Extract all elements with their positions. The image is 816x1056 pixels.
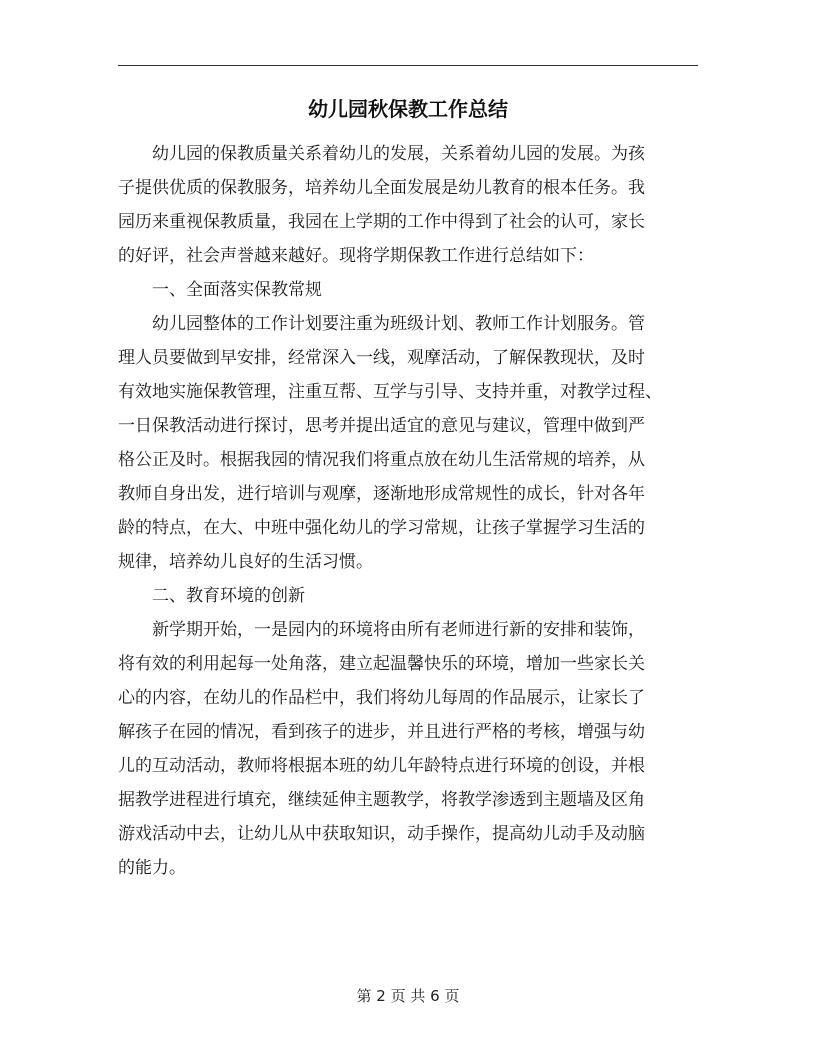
header-rule — [118, 65, 698, 66]
text-line: 据教学进程进行填充，继续延伸主题教学，将教学渗透到主题墙及区角 — [118, 790, 645, 810]
text-line: 幼儿园的保教质量关系着幼儿的发展，关系着幼儿园的发展。为孩 — [118, 144, 645, 164]
section-heading: 二、教育环境的创新 — [118, 586, 305, 606]
text-line: 有效地实施保教管理，注重互帮、互学与引导、支持并重，对教学过程、 — [118, 382, 662, 402]
text-line: 一日保教活动进行探讨，思考并提出适宜的意见与建议，管理中做到严 — [118, 416, 645, 436]
text-line: 儿的互动活动，教师将根据本班的幼儿年龄特点进行环境的创设，并根 — [118, 756, 645, 776]
document-title: 幼儿园秋保教工作总结 — [308, 97, 508, 121]
text-line: 解孩子在园的情况，看到孩子的进步，并且进行严格的考核，增强与幼 — [118, 722, 645, 742]
text-line: 新学期开始，一是园内的环境将由所有老师进行新的安排和装饰， — [118, 620, 645, 640]
page-number: 第 2 页 共 6 页 — [356, 987, 460, 1005]
text-line: 子提供优质的保教服务，培养幼儿全面发展是幼儿教育的根本任务。我 — [118, 178, 645, 198]
text-line: 园历来重视保教质量，我园在上学期的工作中得到了社会的认可，家长 — [118, 212, 645, 232]
text-line: 的能力。 — [118, 858, 186, 878]
text-line: 规律，培养幼儿良好的生活习惯。 — [118, 552, 373, 572]
document-body — [118, 137, 698, 885]
section-heading: 一、全面落实保教常规 — [118, 280, 322, 300]
text-line: 教师自身出发，进行培训与观摩，逐渐地形成常规性的成长，针对各年 — [118, 484, 645, 504]
text-line: 的好评，社会声誉越来越好。现将学期保教工作进行总结如下： — [118, 246, 594, 266]
text-line: 将有效的利用起每一处角落，建立起温馨快乐的环境，增加一些家长关 — [118, 654, 645, 674]
text-line: 格公正及时。根据我园的情况我们将重点放在幼儿生活常规的培养，从 — [118, 450, 645, 470]
text-line: 龄的特点，在大、中班中强化幼儿的学习常规，让孩子掌握学习生活的 — [118, 518, 645, 538]
text-line: 理人员要做到早安排，经常深入一线，观摩活动，了解保教现状，及时 — [118, 348, 645, 368]
text-line: 心的内容，在幼儿的作品栏中，我们将幼儿每周的作品展示，让家长了 — [118, 688, 645, 708]
text-line: 游戏活动中去，让幼儿从中获取知识，动手操作，提高幼儿动手及动脑 — [118, 824, 645, 844]
text-line: 幼儿园整体的工作计划要注重为班级计划、教师工作计划服务。管 — [118, 314, 645, 334]
